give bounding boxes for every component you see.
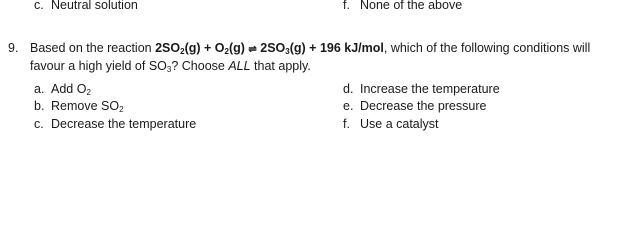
prev-option-f bbox=[343, 0, 462, 12]
option-text: Use a catalyst bbox=[360, 117, 439, 131]
option-d bbox=[343, 82, 500, 96]
option-text: None of the above bbox=[360, 0, 463, 12]
question-after: , which of the following conditions will bbox=[383, 41, 591, 55]
question-number: 9. bbox=[8, 41, 19, 55]
option-text: Remove SO bbox=[51, 99, 120, 113]
option-letter: c. bbox=[34, 117, 44, 131]
reaction-equation: $2SO_2(g) + O_2(g)$ ⇌ $2SO_3(g) + 196$ kJ/mol bbox=[155, 41, 384, 56]
option-letter: a. bbox=[34, 82, 45, 96]
option-b: b. Remove $SO_2$ bbox=[34, 99, 124, 114]
option-text: Decrease the pressure bbox=[360, 99, 487, 113]
option-text: Neutral solution bbox=[51, 0, 138, 12]
option-letter: d. bbox=[343, 82, 354, 96]
option-letter: b. bbox=[34, 99, 45, 113]
prev-option-c bbox=[34, 0, 138, 12]
option-text: Increase the temperature bbox=[360, 82, 500, 96]
option-a: a. Add $O_2$ bbox=[34, 82, 91, 97]
option-f bbox=[343, 117, 439, 131]
option-e bbox=[343, 99, 486, 113]
emphasis-all: ALL bbox=[228, 59, 251, 73]
option-c bbox=[34, 117, 196, 131]
option-letter: e. bbox=[343, 99, 354, 113]
option-letter: f. bbox=[343, 117, 350, 131]
question-intro: Based on the reaction bbox=[30, 41, 156, 55]
question-stem-line1 bbox=[8, 41, 590, 55]
option-letter: c. bbox=[34, 0, 44, 12]
option-text: Decrease the temperature bbox=[51, 117, 197, 131]
option-letter: f. bbox=[343, 0, 350, 12]
question-stem-line2: favour a high yield of $SO_3$? Choose ALL that apply. bbox=[30, 59, 311, 74]
option-text: Add O bbox=[51, 82, 87, 96]
equilibrium-arrow: ⇌ bbox=[248, 44, 257, 55]
